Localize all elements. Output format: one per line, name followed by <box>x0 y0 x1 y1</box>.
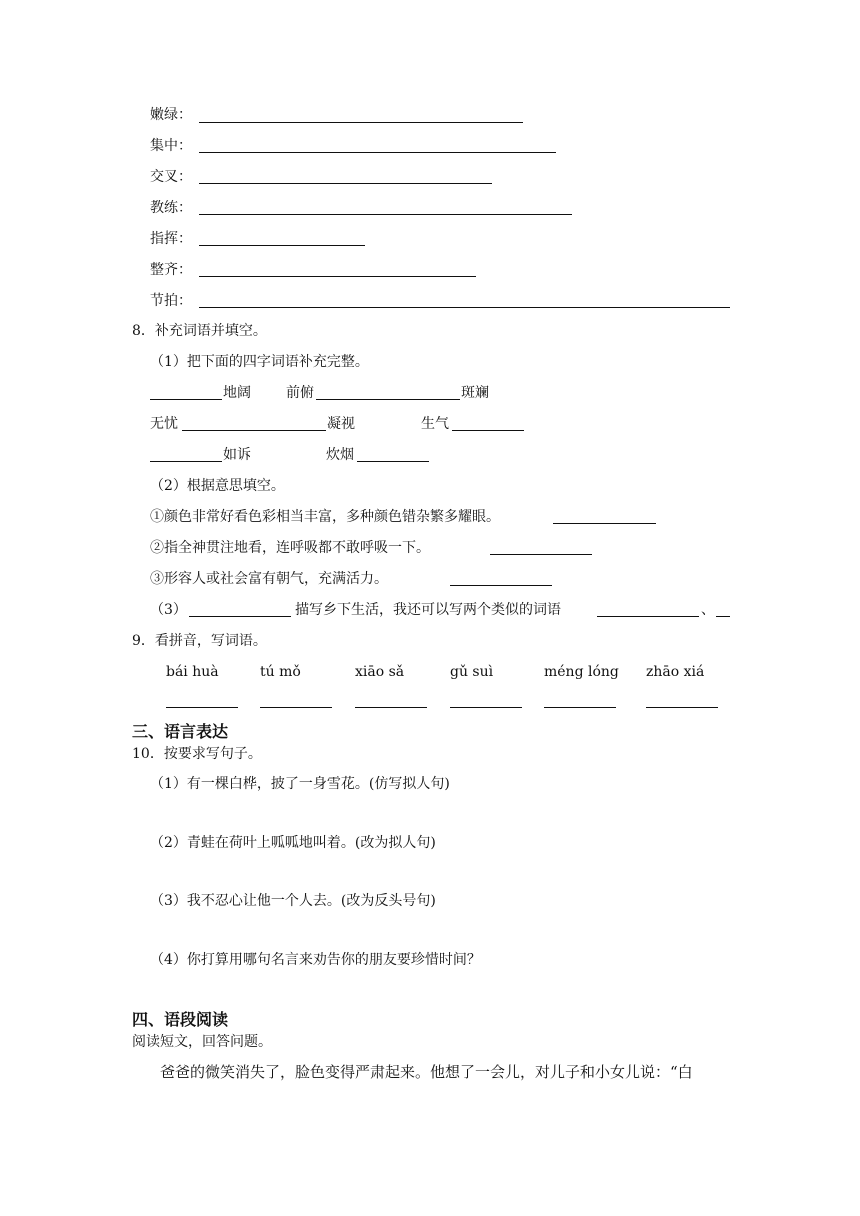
answer-line <box>199 122 523 123</box>
term-jiaolian: 教练： <box>150 200 192 216</box>
blank-line <box>357 461 429 462</box>
sentence-task-4: （4）你打算用哪句名言来劝告你的朋友要珍惜时间？ <box>150 952 481 968</box>
term-jizhong: 集中： <box>150 138 192 154</box>
idiom-fragment: 无忧 <box>150 416 178 432</box>
idiom-fragment: 生气 <box>421 416 449 432</box>
pinyin: méng lóng <box>544 664 619 680</box>
answer-line <box>199 245 365 246</box>
idiom-fragment: 地阔 <box>223 385 251 401</box>
pinyin: xiāo sǎ <box>355 664 405 680</box>
q8-part3-text: 描写乡下生活，我还可以写两个类似的词语 <box>295 602 561 618</box>
answer-line <box>199 183 492 184</box>
term-jiaocha: 交叉： <box>150 169 192 185</box>
blank-line <box>150 461 222 462</box>
idiom-fragment: 斑斓 <box>461 385 489 401</box>
sentence-task-3: （3）我不忍心让他一个人去。(改为反头号句) <box>150 893 436 909</box>
answer-line <box>355 707 427 708</box>
q8-part3-sep: 、 <box>701 602 715 618</box>
sentence-task-2: （2）青蛙在荷叶上呱呱地叫着。(改为拟人句) <box>150 835 436 851</box>
blank-line <box>490 554 592 555</box>
reading-paragraph: 爸爸的微笑消失了，脸色变得严肃起来。他想了一会儿，对儿子和小女儿说：“白 <box>160 1063 693 1081</box>
term-zhengqi: 整齐： <box>150 262 192 278</box>
section-heading: 三、语言表达 <box>132 722 229 741</box>
blank-line <box>189 616 291 617</box>
pinyin: zhāo xiá <box>646 664 705 680</box>
meaning-1: ①颜色非常好看色彩相当丰富，多种颜色错杂繁多耀眼。 <box>150 509 500 525</box>
answer-line <box>260 707 332 708</box>
answer-line <box>199 214 572 215</box>
pinyin: tú mǒ <box>260 664 301 680</box>
idiom-fragment: 如诉 <box>223 447 251 463</box>
answer-line <box>450 707 522 708</box>
question-10-title: 10．按要求写句子。 <box>132 746 262 762</box>
q8-part2-prompt: （2）根据意思填空。 <box>150 478 285 494</box>
question-9-title: 9．看拼音，写词语。 <box>132 633 267 649</box>
answer-line <box>199 152 556 153</box>
blank-line <box>182 430 326 431</box>
answer-line <box>166 707 238 708</box>
blank-line <box>452 430 524 431</box>
term-zhihui: 指挥： <box>150 231 192 247</box>
idiom-fragment: 凝视 <box>327 416 355 432</box>
answer-line <box>646 707 718 708</box>
section-heading: 四、语段阅读 <box>132 1010 229 1029</box>
blank-line <box>597 616 699 617</box>
blank-line <box>316 399 460 400</box>
answer-line <box>544 707 616 708</box>
blank-line <box>150 399 222 400</box>
answer-line <box>199 307 730 308</box>
sentence-task-1: （1）有一棵白桦，披了一身雪花。(仿写拟人句) <box>150 776 450 792</box>
q8-part1-prompt: （1）把下面的四字词语补充完整。 <box>150 354 369 370</box>
pinyin: gǔ suì <box>450 664 494 680</box>
term-nenlv: 嫩绿： <box>150 107 192 123</box>
pinyin: bái huà <box>166 664 219 680</box>
idiom-fragment: 前俯 <box>286 385 314 401</box>
answer-line <box>199 276 476 277</box>
blank-line <box>716 616 730 617</box>
blank-line <box>553 523 656 524</box>
meaning-3: ③形容人或社会富有朝气，充满活力。 <box>150 571 388 587</box>
idiom-fragment: 炊烟 <box>326 447 354 463</box>
blank-line <box>450 585 552 586</box>
meaning-2: ②指全神贯注地看，连呼吸都不敢呼吸一下。 <box>150 540 430 556</box>
reading-intro: 阅读短文，回答问题。 <box>132 1034 272 1050</box>
question-8-title: 8．补充词语并填空。 <box>132 323 267 339</box>
term-jiepai: 节拍： <box>150 293 192 309</box>
q8-part3-prefix: （3） <box>150 602 187 618</box>
